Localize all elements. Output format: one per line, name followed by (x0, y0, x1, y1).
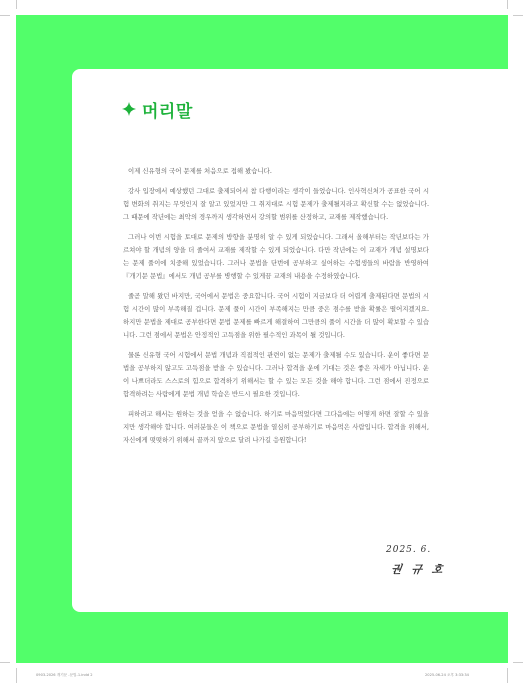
preface-date: 2025. 6. (386, 545, 432, 555)
paragraph: 피하려고 해서는 원하는 것을 얻을 수 없습니다. 하기로 마음먹었다면 그다음에는 어떻게 하면 잘할 수 있을지만 생각해야 합니다. 여러분들은 이 책으로 문법을 열심히 공부하기로 마음먹은 사람입니다. 합격을 위해서, 자신에게 떳떳하기 위해서 끝까지 앞으로 달려 나가길 응원합니다! (123, 410, 429, 444)
paragraph: 이제 신유형의 국어 문제를 처음으로 접해 봤습니다. (128, 167, 272, 175)
paragraph: 물론 신유형 국어 시험에서 문법 개념과 직접적인 관련이 없는 문제가 출제될 수도 있습니다. 운이 좋다면 문법을 공부하지 않고도 고득점을 받을 수 있습니다. 그러나 합격을 운에 기대는 것은 좋은 자세가 아닙니다. 운이 나쁘더라도 스스로의 힘으로 합격하기 위해서는 할 수 있는 모든 것을 해야 합니다. 그런 점에서 진정으로 합격하려는 사람에게 문법 개념 학습은 반드시 필요한 것입니다. (123, 351, 429, 398)
four-point-star-icon (122, 102, 136, 116)
author-signature: 권 규 호 (390, 563, 447, 576)
paragraph: 그러나 이번 시험을 토대로 문제의 방향을 분명히 알 수 있게 되었습니다. 그래서 올해부터는 작년보다는 가르쳐야 할 개념의 양을 더 줄여서 교재를 제작할 수 있게 되었습니다. 다만 작년에는 이 교재가 개념 설명보다는 문제 풀이에 치중해 있었습니다. 그러나 문법을 단번에 공부하고 싶어하는 수험생들의 바람을 반영하여 『개기문 문법』에서도 개념 공부를 병행할 수 있게끔 교재의 내용을 수정하였습니다. (123, 233, 429, 280)
page-title: 머리말 (142, 101, 193, 122)
print-slug-timestamp: 2025-06-24 오후 3:33:34 (425, 673, 469, 677)
title-row (122, 97, 193, 121)
paragraph: 줄곧 말해 왔던 바지만, 국어에서 문법은 중요합니다. 국어 시험이 지금보다 더 어렵게 출제된다면 문법의 시험 시간이 많이 부족해질 겁니다. 문제 풀이 시간이 부족해지는 만큼 중은 점수를 받을 확률은 떨어지겠지요. 하지만 문법을 제대로 공부한다면 문법 문제를 빠르게 해결하여 그만큼의 풀이 시간을 더 많이 확보할 수 있습니다. 그런 점에서 문법은 안정적인 고득점을 위한 필수적인 과목이 될 것입니다. (123, 292, 429, 339)
print-slug-filename: 0903-2026 개기문 -문법-1.indd 2 (36, 673, 93, 677)
paragraph: 강사 입장에서 예상했던 그대로 출제되어서 참 다행이라는 생각이 들었습니다. 인사혁신처가 공표한 국어 시험 변화의 취지는 무엇인지 잘 알고 있었지만 그 취지대로 시험 문제가 출제될지라고 확신할 수는 없었습니다. 그 때문에 작년에는 최악의 경우까지 생각하면서 강의할 범위를 산정하고, 교재를 제작했습니다. (123, 187, 429, 221)
preface-body (123, 165, 429, 454)
